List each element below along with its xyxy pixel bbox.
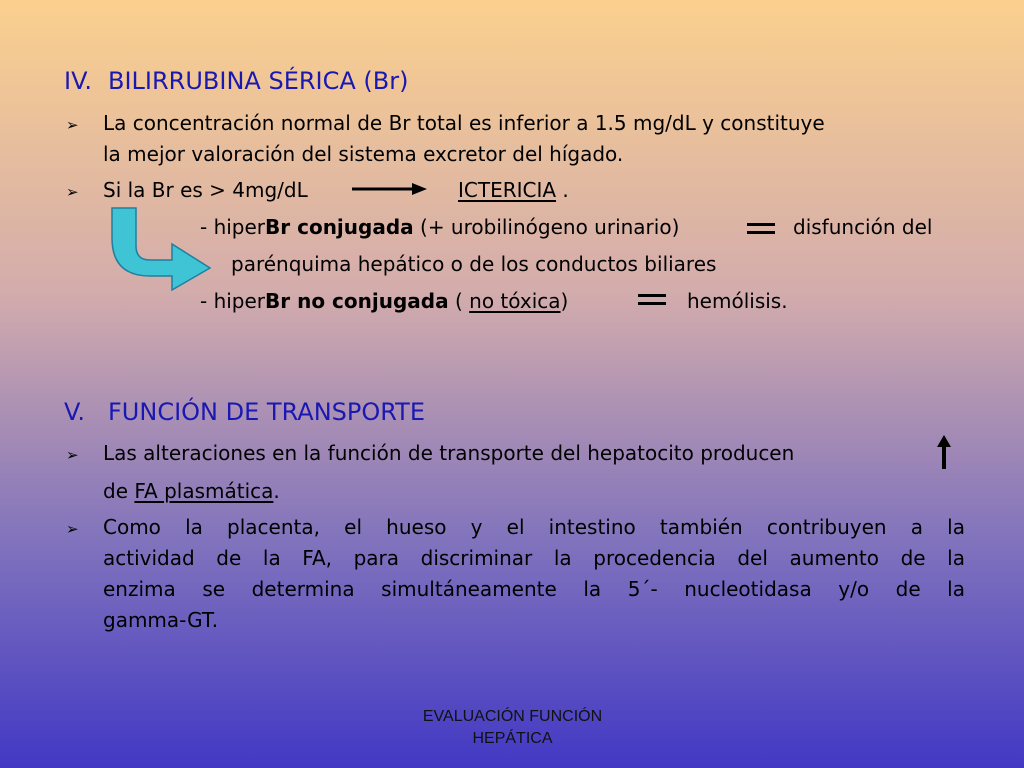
transport-line1: Las alteraciones en la función de transporte del hepatocito producen — [103, 441, 795, 465]
section-iv-title: BILIRRUBINA SÉRICA (Br) — [108, 67, 409, 95]
bilirubin-normal-line2: la mejor valoración del sistema excretor del hígado. — [103, 142, 624, 166]
conjugated-result: disfunción del — [793, 215, 933, 239]
bullet-arrow-icon: ➢ — [66, 183, 79, 201]
section-v-title: FUNCIÓN DE TRANSPORTE — [108, 398, 425, 426]
curved-down-right-arrow-icon — [106, 204, 214, 292]
footer-line1: EVALUACIÓN FUNCIÓN — [422, 708, 603, 725]
equals-icon — [637, 293, 667, 307]
bullet-arrow-icon: ➢ — [66, 520, 79, 538]
icteric-label: ICTERICIA . — [458, 178, 569, 202]
section-iv-number: IV. — [64, 67, 93, 95]
non-toxic-term: no tóxica — [469, 289, 561, 313]
footer-line2: HEPÁTICA — [472, 730, 553, 747]
icteric-term: ICTERICIA — [458, 178, 557, 202]
conjugated-hyperbilirubin-line1: - hiperBr conjugada (+ urobilinógeno urinario) — [200, 215, 680, 239]
unconjugated-result: hemólisis. — [687, 289, 788, 313]
fa-origin-line3: enzima se determina simultáneamente la 5´- nucleotidasa y/o de la — [103, 577, 965, 601]
footer-label — [380, 706, 645, 750]
conjugated-hyperbilirubin-line2: parénquima hepático o de los conductos biliares — [231, 252, 717, 276]
bullet-arrow-icon: ➢ — [66, 116, 79, 134]
transport-line2: de FA plasmática. — [103, 479, 280, 503]
fa-origin-line4: gamma-GT. — [103, 608, 219, 632]
up-arrow-icon — [936, 434, 952, 470]
equals-icon — [746, 222, 776, 236]
fa-plasmatica-term: FA plasmática — [134, 479, 274, 503]
bilirubin-threshold: Si la Br es > 4mg/dL — [103, 178, 308, 202]
fa-origin-line1: Como la placenta, el hueso y el intestino también contribuyen a la — [103, 515, 965, 539]
section-v-number: V. — [64, 398, 85, 426]
right-arrow-icon — [350, 181, 428, 197]
fa-origin-line2: actividad de la FA, para discriminar la procedencia del aumento de la — [103, 546, 965, 570]
unconjugated-term: Br no conjugada — [265, 289, 449, 313]
unconjugated-hyperbilirubin: - hiperBr no conjugada ( no tóxica) — [200, 289, 569, 313]
bullet-arrow-icon: ➢ — [66, 446, 79, 464]
section-iv-heading — [64, 67, 408, 95]
section-v-heading — [64, 398, 425, 426]
bilirubin-normal-line1: La concentración normal de Br total es inferior a 1.5 mg/dL y constituye — [103, 111, 825, 135]
conjugated-term: Br conjugada — [265, 215, 414, 239]
